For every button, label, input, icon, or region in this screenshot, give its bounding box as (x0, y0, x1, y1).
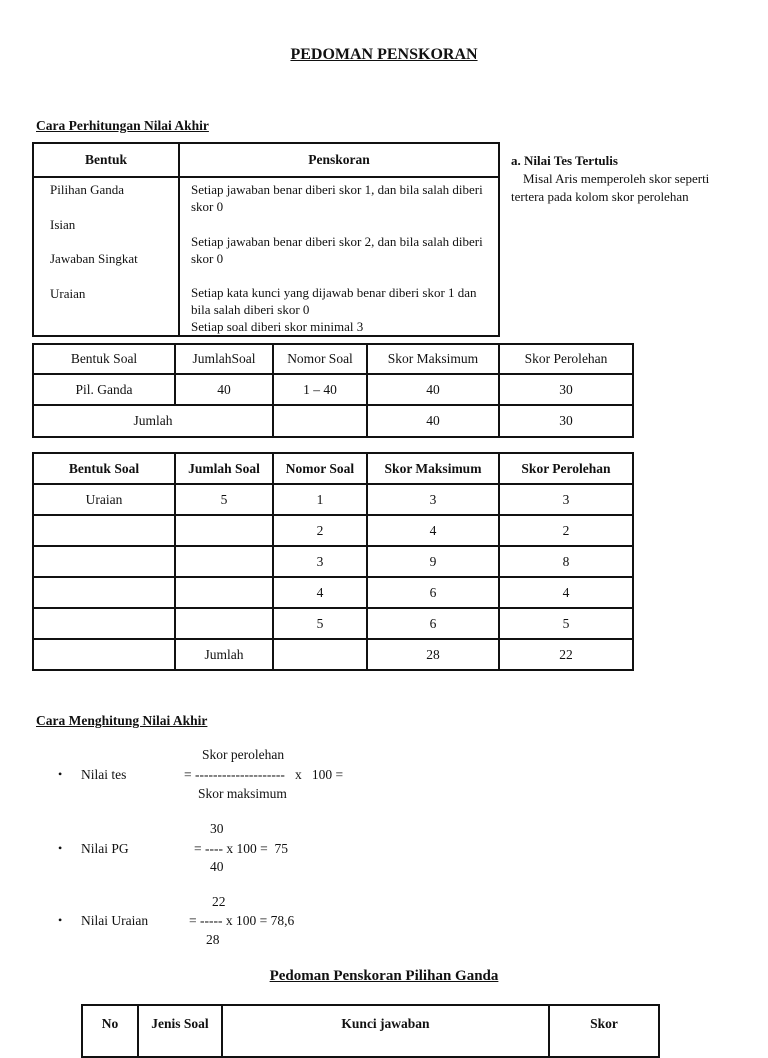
bentuk-column (33, 177, 179, 336)
t3-cell (175, 515, 273, 546)
bullet-icon: • (58, 913, 63, 927)
t2-cell: 30 (499, 374, 633, 405)
t3-header: Bentuk Soal (33, 453, 175, 484)
t3-cell-empty (33, 639, 175, 670)
t2-header: Nomor Soal (273, 344, 367, 374)
t3-cell (33, 546, 175, 577)
t2-header: JumlahSoal (175, 344, 273, 374)
section-heading-pg: Pedoman Penskoran Pilihan Ganda (269, 968, 499, 984)
t3-cell (33, 515, 175, 546)
formula-line: = -------------------- x 100 = (184, 767, 344, 782)
t3-cell: 4 (367, 515, 499, 546)
t3-cell (175, 577, 273, 608)
penskoran-uraian-1: Setiap kata kunci yang dijawab benar diberi skor 1 dan bila salah diberi skor 0 (191, 285, 477, 317)
t4-header-kunci: Kunci jawaban (222, 1005, 549, 1057)
formula-label: Nilai Uraian (81, 913, 149, 928)
bullet-icon: • (58, 767, 63, 781)
penskoran-pilihan-ganda: Setiap jawaban benar diberi skor 1, dan bila salah diberi skor 0 (191, 182, 483, 214)
penskoran-uraian-2: Setiap soal diberi skor minimal 3 (191, 319, 364, 334)
t3-cell (33, 577, 175, 608)
t3-cell: 3 (499, 484, 633, 515)
t2-cell: 1 – 40 (273, 374, 367, 405)
t4-header-no: No (82, 1005, 138, 1057)
formula-line: = ----- x 100 = 78,6 (189, 913, 295, 928)
t2-total: 30 (499, 405, 633, 437)
t2-total: 40 (367, 405, 499, 437)
t3-cell (175, 546, 273, 577)
formula-denominator: 28 (206, 932, 220, 947)
t3-total: 28 (367, 639, 499, 670)
table-row (33, 608, 633, 639)
page-title: PEDOMAN PENSKORAN (290, 46, 478, 63)
bullet-icon: • (58, 841, 63, 855)
side-note (511, 152, 711, 206)
t3-cell: 6 (367, 577, 499, 608)
t3-cell-empty (273, 639, 367, 670)
t3-cell: 3 (273, 546, 367, 577)
section-heading-compute: Cara Menghitung Nilai Akhir (36, 713, 208, 728)
t2-cell: Pil. Ganda (33, 374, 175, 405)
t4-header-jenis: Jenis Soal (138, 1005, 222, 1057)
t3-cell: 3 (367, 484, 499, 515)
t3-cell: 4 (499, 577, 633, 608)
t3-total-label: Jumlah (175, 639, 273, 670)
t2-cell: 40 (175, 374, 273, 405)
table-row (33, 577, 633, 608)
table-total-row (33, 405, 633, 437)
formula-denominator: Skor maksimum (198, 786, 287, 801)
formula-line: = ---- x 100 = 75 (194, 841, 288, 856)
pg-key-table (81, 1004, 660, 1058)
side-note-heading: a. Nilai Tes Tertulis (511, 153, 618, 168)
t2-header: Skor Perolehan (499, 344, 633, 374)
t3-cell: 5 (273, 608, 367, 639)
table-total-row (33, 639, 633, 670)
formula-numerator: Skor perolehan (202, 747, 285, 762)
table-row (33, 546, 633, 577)
penskoran-isian: Setiap jawaban benar diberi skor 2, dan bila salah diberi skor 0 (191, 234, 483, 266)
t3-cell: 5 (499, 608, 633, 639)
table-row (33, 484, 633, 515)
scoring-rules-table (32, 142, 500, 337)
bentuk-jawaban-singkat: Jawaban Singkat (50, 251, 138, 266)
formula-numerator: 22 (212, 894, 226, 909)
t3-cell (33, 608, 175, 639)
t2-cell-empty (273, 405, 367, 437)
table-row (33, 515, 633, 546)
t3-total: 22 (499, 639, 633, 670)
t2-header: Bentuk Soal (33, 344, 175, 374)
t3-header: Skor Perolehan (499, 453, 633, 484)
section-heading-calculation: Cara Perhitungan Nilai Akhir (36, 118, 209, 133)
t3-header: Jumlah Soal (175, 453, 273, 484)
t4-header-skor: Skor (549, 1005, 659, 1057)
formula-denominator: 40 (210, 859, 224, 874)
header-penskoran: Penskoran (179, 143, 499, 177)
t2-cell: 40 (367, 374, 499, 405)
t3-cell: 1 (273, 484, 367, 515)
t3-cell: 9 (367, 546, 499, 577)
bentuk-uraian: Uraian (50, 286, 86, 301)
bentuk-pilihan-ganda: Pilihan Ganda (50, 182, 125, 197)
t3-cell: 2 (273, 515, 367, 546)
header-bentuk: Bentuk (33, 143, 179, 177)
formula-label: Nilai tes (81, 767, 127, 782)
side-note-text: Misal Aris memperoleh skor seperti tertera pada kolom skor perolehan (511, 171, 710, 204)
formula-label: Nilai PG (81, 841, 129, 856)
t3-header: Skor Maksimum (367, 453, 499, 484)
penskoran-column (179, 177, 499, 336)
t3-cell: 6 (367, 608, 499, 639)
t3-cell: Uraian (33, 484, 175, 515)
bentuk-isian: Isian (50, 217, 76, 232)
t3-cell: 5 (175, 484, 273, 515)
t3-cell: 8 (499, 546, 633, 577)
pg-score-table (32, 343, 634, 438)
t3-header: Nomor Soal (273, 453, 367, 484)
t2-header: Skor Maksimum (367, 344, 499, 374)
t3-cell (175, 608, 273, 639)
t2-total-label: Jumlah (33, 405, 273, 437)
t3-cell: 2 (499, 515, 633, 546)
uraian-score-table (32, 452, 634, 671)
formula-numerator: 30 (210, 821, 224, 836)
table-row (33, 374, 633, 405)
t3-cell: 4 (273, 577, 367, 608)
